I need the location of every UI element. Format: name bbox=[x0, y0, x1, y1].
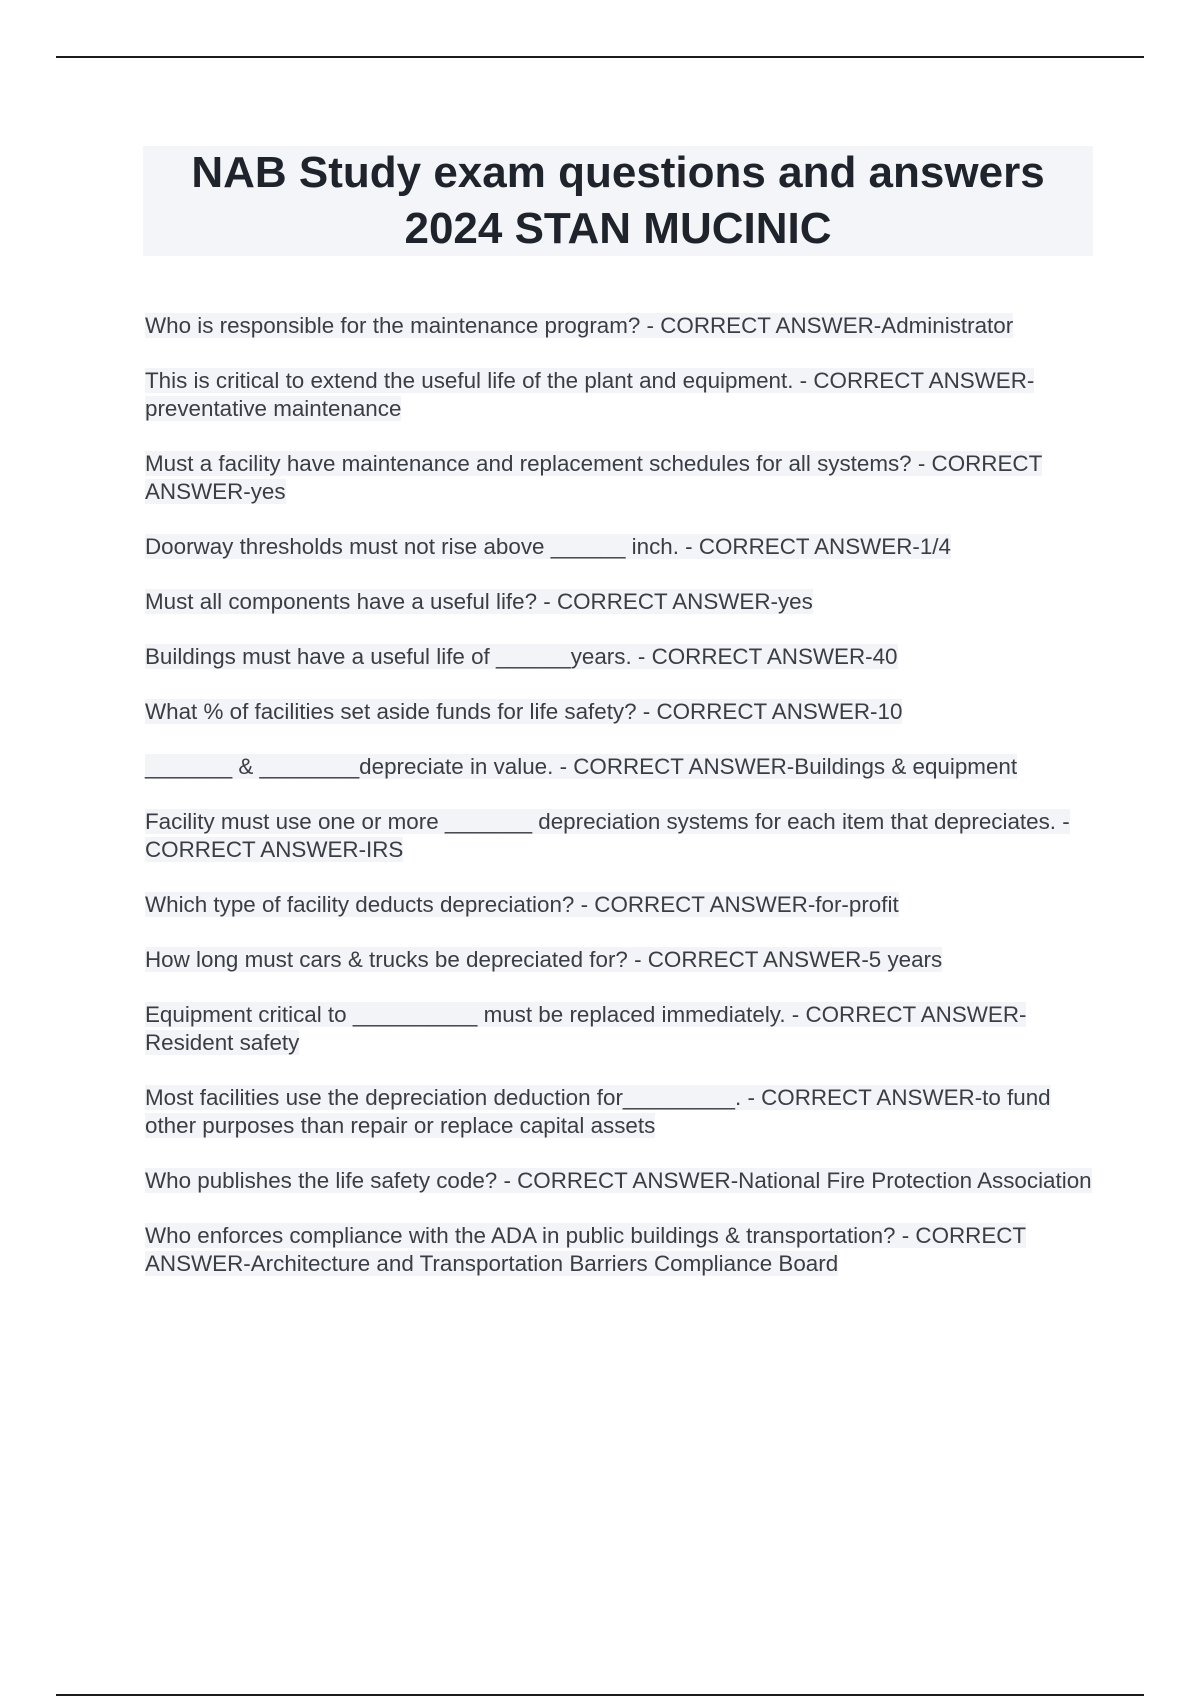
qa-item bbox=[145, 891, 1095, 919]
page-title: NAB Study exam questions and answers 2024 STAN MUCINIC bbox=[191, 148, 1045, 253]
qa-text: _______ & ________depreciate in value. - CORRECT ANSWER-Buildings & equipment bbox=[145, 754, 1018, 779]
qa-text: Most facilities use the depreciation deduction for_________. - CORRECT ANSWER-to fund other purposes than repair or replace capital assets bbox=[145, 1085, 1051, 1138]
qa-item bbox=[145, 698, 1095, 726]
qa-item bbox=[145, 312, 1095, 340]
qa-item bbox=[145, 1084, 1095, 1140]
qa-item bbox=[145, 808, 1095, 864]
qa-item bbox=[145, 367, 1095, 423]
qa-text: Facility must use one or more _______ depreciation systems for each item that depreciates. - CORRECT ANSWER-IRS bbox=[145, 809, 1070, 862]
qa-text: Doorway thresholds must not rise above ______ inch. - CORRECT ANSWER-1/4 bbox=[145, 534, 951, 559]
qa-text: Must a facility have maintenance and replacement schedules for all systems? - CORRECT ANSWER-yes bbox=[145, 451, 1043, 504]
top-divider bbox=[56, 56, 1144, 58]
qa-text: What % of facilities set aside funds for life safety? - CORRECT ANSWER-10 bbox=[145, 699, 903, 724]
qa-list bbox=[145, 312, 1095, 1305]
title-block bbox=[143, 146, 1093, 256]
qa-text: This is critical to extend the useful life of the plant and equipment. - CORRECT ANSWER-preventative maintenance bbox=[145, 368, 1035, 421]
qa-item bbox=[145, 643, 1095, 671]
qa-item bbox=[145, 1167, 1095, 1195]
qa-text: Who is responsible for the maintenance program? - CORRECT ANSWER-Administrator bbox=[145, 313, 1014, 338]
qa-item bbox=[145, 450, 1095, 506]
qa-item bbox=[145, 946, 1095, 974]
qa-text: Who enforces compliance with the ADA in public buildings & transportation? - CORRECT ANSWER-Architecture and Transportation Barriers Compliance Board bbox=[145, 1223, 1027, 1276]
qa-item bbox=[145, 533, 1095, 561]
bottom-divider bbox=[56, 1694, 1144, 1696]
qa-item bbox=[145, 1222, 1095, 1278]
qa-text: Must all components have a useful life? - CORRECT ANSWER-yes bbox=[145, 589, 813, 614]
qa-text: Who publishes the life safety code? - CORRECT ANSWER-National Fire Protection Association bbox=[145, 1168, 1092, 1193]
qa-text: Which type of facility deducts depreciation? - CORRECT ANSWER-for-profit bbox=[145, 892, 899, 917]
qa-text: Buildings must have a useful life of ______years. - CORRECT ANSWER-40 bbox=[145, 644, 898, 669]
qa-item bbox=[145, 588, 1095, 616]
qa-item bbox=[145, 753, 1095, 781]
qa-text: Equipment critical to __________ must be replaced immediately. - CORRECT ANSWER-Resident safety bbox=[145, 1002, 1027, 1055]
qa-text: How long must cars & trucks be depreciated for? - CORRECT ANSWER-5 years bbox=[145, 947, 943, 972]
qa-item bbox=[145, 1001, 1095, 1057]
